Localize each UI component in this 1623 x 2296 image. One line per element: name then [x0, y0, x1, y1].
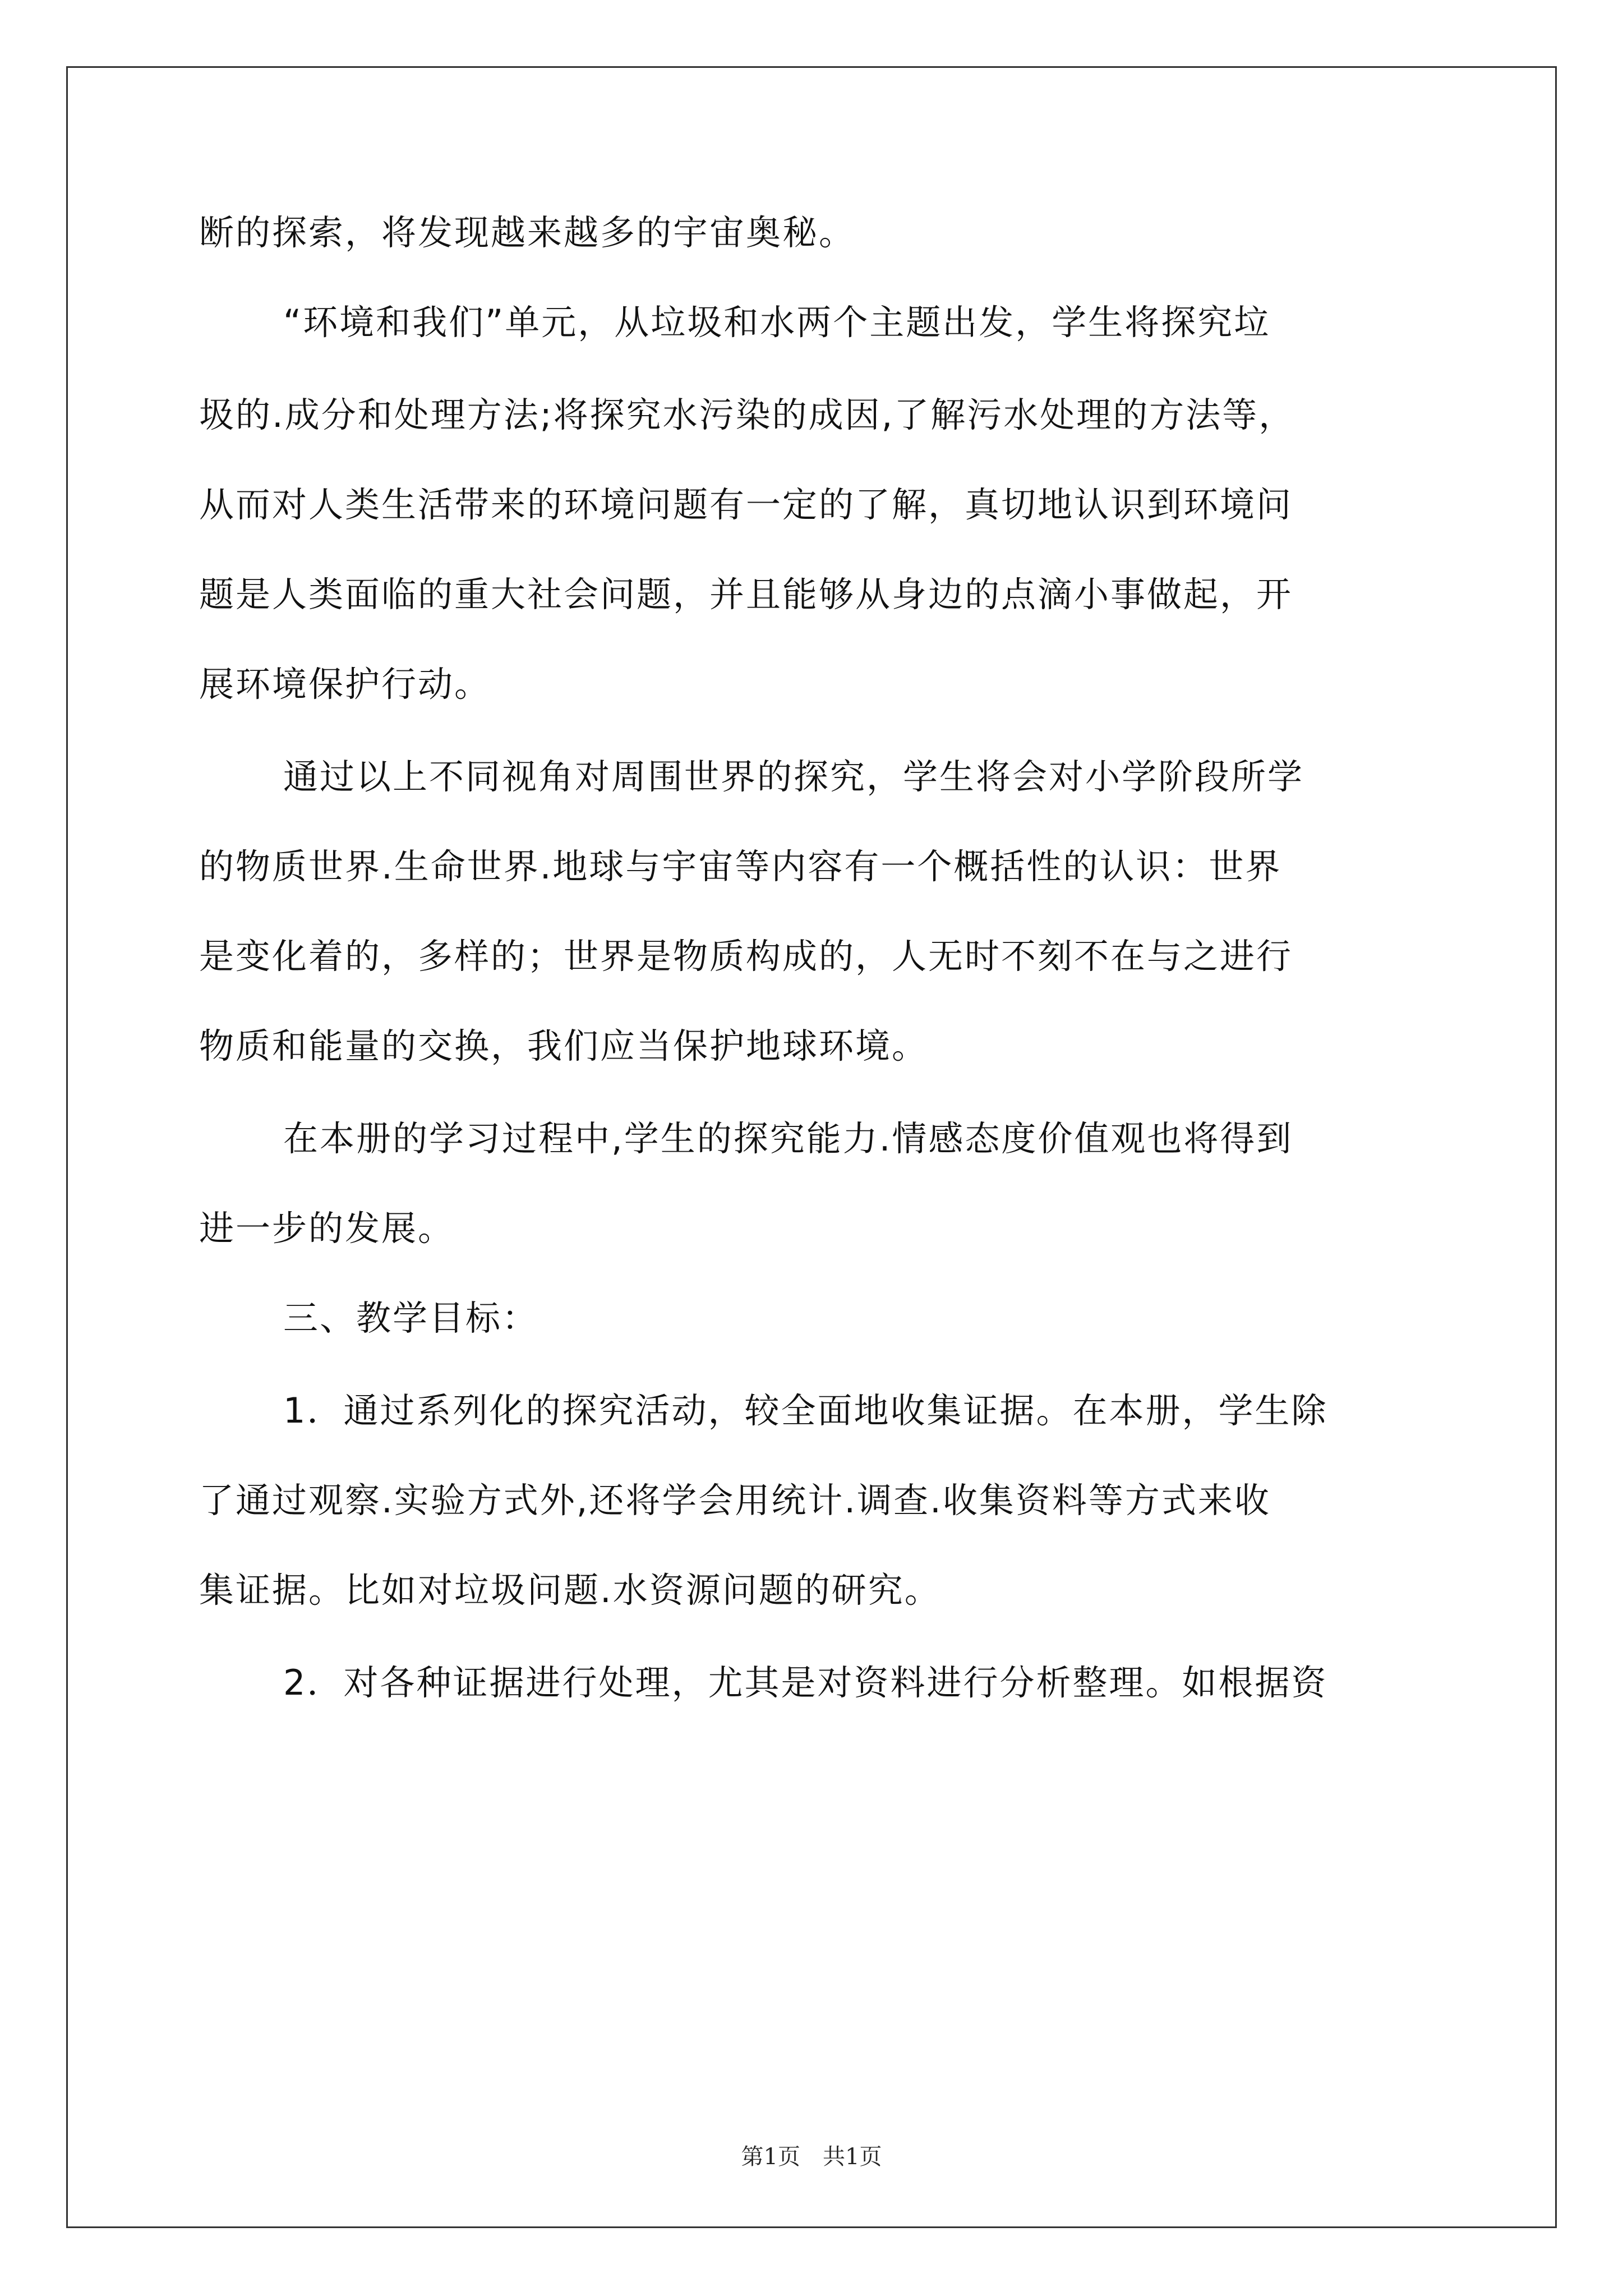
text-line: 通过以上不同视角对周围世界的探究，学生将会对小学阶段所学 [283, 756, 1304, 797]
text-line: 展环境保护行动。 [199, 664, 491, 705]
text-line: 题是人类面临的重大社会问题，并且能够从身边的点滴小事做起，开 [199, 574, 1293, 615]
text-line: 集证据。比如对垃圾问题.水资源问题的研究。 [199, 1570, 941, 1611]
text-line: 物质和能量的交换，我们应当保护地球环境。 [199, 1025, 929, 1066]
text-line: 断的探索，将发现越来越多的宇宙奥秘。 [199, 212, 856, 253]
section-heading: 三、教学目标： [283, 1297, 539, 1338]
text-line: 在本册的学习过程中,学生的探究能力.情感态度价值观也将得到 [283, 1118, 1293, 1159]
text-line: “环境和我们”单元，从垃圾和水两个主题出发，学生将探究垃 [283, 302, 1271, 343]
text-line: 的物质世界.生命世界.地球与宇宙等内容有一个概括性的认识：世界 [199, 846, 1282, 887]
text-line: 圾的.成分和处理方法;将探究水污染的成因,了解污水处理的方法等， [199, 394, 1295, 435]
text-line: 是变化着的，多样的；世界是物质构成的，人无时不刻不在与之进行 [199, 936, 1293, 977]
text-line: 了通过观察.实验方式外,还将学会用统计.调查.收集资料等方式来收 [199, 1480, 1271, 1521]
text-line: 进一步的发展。 [199, 1208, 455, 1249]
text-line: 从而对人类生活带来的环境问题有一定的了解，真切地认识到环境问 [199, 484, 1293, 525]
page-number: 第1页 [741, 2144, 800, 2170]
page-footer [0, 2143, 1623, 2171]
text-line: 1．通过系列化的探究活动，较全面地收集证据。在本册，学生除 [283, 1390, 1328, 1431]
text-line: 2．对各种证据进行处理，尤其是对资料进行分析整理。如根据资 [283, 1662, 1328, 1703]
page-total: 共1页 [823, 2144, 882, 2170]
